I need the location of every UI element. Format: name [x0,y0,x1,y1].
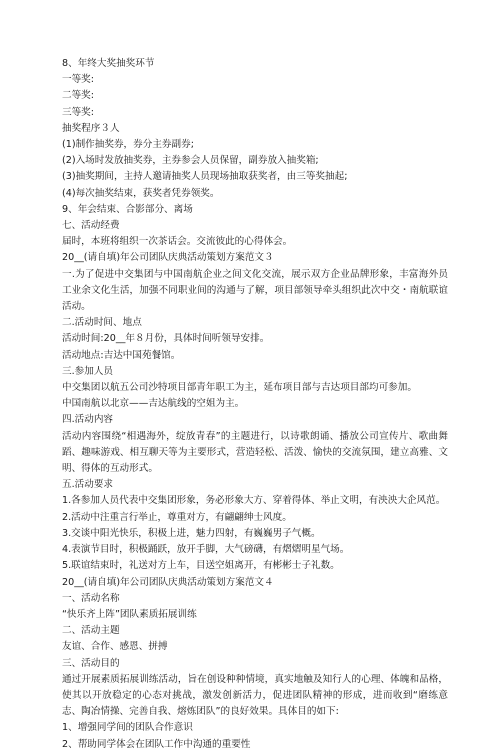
text-line: 2、帮助同学体会在团队工作中沟通的重要性 [62,738,251,750]
text-line: 七、活动经费 [62,220,120,232]
text-line: 五.活动要求 [62,479,114,491]
paragraph: 一.为了促进中交集团与中国南航企业之间文化交流，展示双方企业品牌形象，丰富海外员工业余文化生活，加强不同职业间的沟通与了解，项目部领导牵头组织此次中交・南航联谊活动。 [62,268,448,313]
text-line: 届时，本班将组织一次茶话会。交流彼此的心得体会。 [62,236,293,248]
text-line: 20__(请自填)年公司团队庆典活动策划方案范文３ [62,252,274,264]
text-line: 5.联谊结束时，礼送对方上车，目送空姐离开，有彬彬士子礼数。 [62,560,340,572]
text-line: 活动地点:吉达中国苑餐馆。 [62,349,181,361]
text-line: “快乐齐上阵”团队素质拓展训练 [62,608,197,620]
text-line: 1、增强同学间的团队合作意识 [62,722,193,734]
text-line: 4.表演节目时，积极踊跃，放开手脚，大气磅礴，有熠熠明星气场。 [62,544,350,556]
paragraph: 活动内容围绕“相遇海外，绽放青春”的主题进行，以诗歌朗诵、播放公司宣传片、歌曲舞蹈、趣味游戏、相互聊天等为主要形式，营造轻松、活泼、愉快的交流氛围，建立高雅、文明、得体的互动形式。 [62,430,448,475]
text-line: 3.交谈中阳光快乐，积极上进，魅力四射，有巍巍男子气概。 [62,527,321,539]
text-line: (2)入场时发放抽奖券，主券参会人员保留，副券放入抽奖箱; [62,155,319,167]
text-line: 2.活动中注重言行举止，尊重对方，有翩翩绅士风度。 [62,511,292,523]
text-line: (4)每次抽奖结束，获奖者凭券领奖。 [62,187,220,199]
text-line: 中交集团以航五公司沙特项目部青年职工为主，延布项目部与吉达项目部均可参加。 [62,382,417,394]
text-line: 四.活动内容 [62,414,114,426]
text-line: 友谊、合作、感恩、拼搏 [62,641,168,653]
text-line: 活动时间:20__年８月份，具体时间听领导安排。 [62,333,270,345]
text-line: 二.活动时间、地点 [62,317,142,329]
text-line: 抽奖程序３人 [62,122,120,134]
text-line: (1)制作抽奖券，券分主券副券; [62,139,194,151]
text-line: 20__(请自填)年公司团队庆典活动策划方案范文４ [62,576,274,588]
text-line: 二等奖: [62,90,95,102]
text-line: 一等奖: [62,74,95,86]
text-line: 三.参加人员 [62,365,114,377]
document-body [62,56,448,753]
text-line: 中国南航以北京——吉达航线的空姐为主。 [62,398,245,410]
text-line: (3)抽奖期间，主持人邀请抽奖人员现场抽取获奖者，由三等奖抽起; [62,171,348,183]
paragraph: 1.各参加人员代表中交集团形象，务必形象大方、穿着得体、举止文明，有泱泱大企风范。 [62,495,446,507]
text-line: 三等奖: [62,106,95,118]
paragraph: 通过开展素质拓展训练活动，旨在创设种种情境，真实地触及知行人的心理、体魄和品格，使其以开放稳定的心态对挑战，激发创新活力，促进团队精神的形成，进而收到“磨练意志、陶冶情操、完善自我、熔炼团队”的良好效果。具体目的如下: [62,673,448,718]
text-line: 一、活动名称 [62,592,120,604]
text-line: 8、年终大奖抽奖环节 [62,58,155,69]
text-line: 二、活动主题 [62,625,120,637]
text-line: 三、活动目的 [62,657,120,669]
text-line: 9、年会结束、合影部分、离场 [62,203,193,215]
